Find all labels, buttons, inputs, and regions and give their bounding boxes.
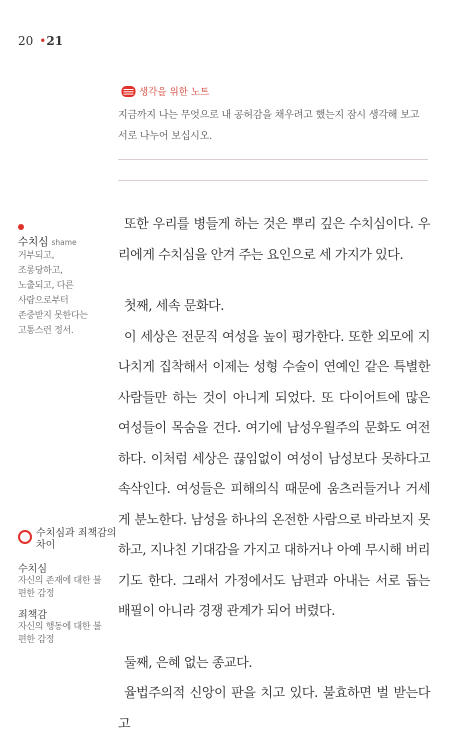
comparison-header xyxy=(18,528,118,552)
page-number-right: 21 xyxy=(46,34,64,48)
section-heading: 첫째, 세속 문화다. xyxy=(124,299,225,314)
glossary-note xyxy=(18,224,96,339)
spacer xyxy=(118,271,430,292)
exercise-tag xyxy=(121,84,428,98)
exercise-box xyxy=(118,84,428,147)
glossary-definition: 거부되고, 조롱당하고, 노출되고, 다른 사람으로부터 존중받지 못한다는 고통스런 정서. xyxy=(18,251,88,336)
comparison-term: 수치심 xyxy=(18,564,47,575)
glossary-term-en: shame xyxy=(51,238,77,247)
paragraph: 이 세상은 전문직 여성을 높이 평가한다. 또한 외모에 지나치게 집착해서 이제는 성형 수술이 연예인 같은 특별한 사람들만 하는 것이 아니게 되었다. 또 다이어트에 많은 여성들이 목숨을 건다. 여기에 남성우월주의 문화도 여전하다. 이처럼 세상은 끊임없이 여성이 남성보다 못하다고 속삭인다. 여성들은 피해의식 때문에 움츠러들거나 거세게 분노한다. 남성을 하나의 온전한 사람으로 바라보지 못하고, 지나친 기대감을 가지고 대하거나 아예 무시해 버리기도 한다. 그래서 가정에서도 남편과 아내는 서로 돕는 배필이 아니라 경쟁 관계가 되어 버렸다. xyxy=(118,329,430,619)
section-heading: 둘째, 은혜 없는 종교다. xyxy=(124,655,253,671)
page-dot: • xyxy=(39,34,47,48)
body-text xyxy=(118,210,430,740)
comparison-note xyxy=(18,528,118,647)
red-bullet-icon xyxy=(18,224,24,230)
glossary-term-text: 수치심 xyxy=(18,236,49,248)
page-number-left: 20 xyxy=(18,34,34,48)
spacer xyxy=(118,628,430,649)
notebook-icon xyxy=(121,85,136,98)
comparison-term: 죄책감 xyxy=(18,610,47,621)
ring-icon xyxy=(18,530,32,544)
paragraph: 또한 우리를 병들게 하는 것은 뿌리 깊은 수치심이다. 우리에게 수치심을 안겨 주는 요인으로 세 가지가 있다. xyxy=(118,217,430,263)
comparison-desc: 자신의 행동에 대한 불편한 감정 xyxy=(18,622,102,645)
glossary-term xyxy=(18,234,96,249)
comparison-title: 수치심과 죄책감의 차이 xyxy=(36,528,117,551)
exercise-tag-label: 생각을 위한 노트 xyxy=(139,87,210,98)
paragraph: 율법주의적 신앙이 판을 치고 있다. 불효하면 벌 받는다고 xyxy=(118,686,430,732)
answer-line xyxy=(118,180,428,181)
comparison-desc: 자신의 존재에 대한 불편한 감정 xyxy=(18,576,102,599)
page-numbers xyxy=(18,34,63,48)
answer-line xyxy=(118,159,428,160)
exercise-question: 지금까지 나는 무엇으로 내 공허감을 채우려고 했는지 잠시 생각해 보고 서로 나누어 보십시오. xyxy=(118,110,420,142)
